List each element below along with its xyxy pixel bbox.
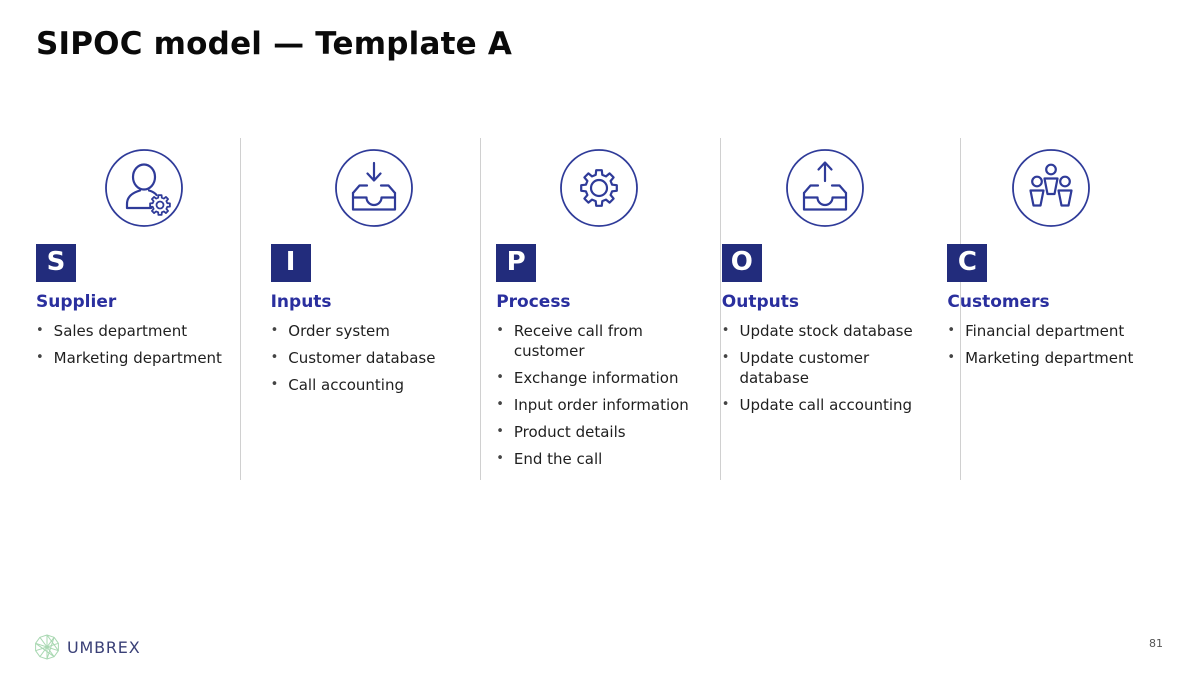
- list-item: • Receive call from customer: [496, 321, 643, 360]
- bullet-dot: •: [496, 396, 504, 412]
- page-number: 81: [1149, 637, 1163, 650]
- list-item: • Input order information: [496, 395, 689, 414]
- umbrex-logo: [34, 633, 140, 661]
- outbox-tray-up-icon: [722, 140, 929, 244]
- list-item: • Order system: [270, 321, 390, 340]
- bullet-dot: •: [947, 322, 956, 338]
- bullet-dot: •: [721, 396, 730, 412]
- list-item: • Update customer database: [721, 348, 870, 387]
- bullet-dot: •: [496, 450, 504, 466]
- column-heading: Outputs: [721, 292, 799, 312]
- bullet-dot: •: [496, 423, 504, 439]
- column-heading: Process: [496, 292, 571, 312]
- gear-icon: [496, 140, 703, 244]
- letter-badge-o: O: [722, 244, 762, 282]
- bullet-dot: •: [496, 369, 504, 385]
- user-gear-icon: [36, 140, 252, 244]
- list-item: • Product details: [496, 422, 626, 441]
- column-heading: Supplier: [36, 292, 117, 312]
- list-item: • Exchange information: [496, 368, 679, 387]
- letter-badge-s: S: [36, 244, 76, 282]
- inbox-tray-down-icon: [271, 140, 478, 244]
- list-item: • Customer database: [270, 348, 436, 367]
- list-item: • Update call accounting: [721, 395, 913, 414]
- bullet-list: [271, 321, 478, 395]
- column-process: [487, 140, 713, 620]
- letter-badge-i: I: [271, 244, 311, 282]
- bullet-dot: •: [947, 349, 956, 365]
- column-supplier: [36, 140, 262, 620]
- bullet-dot: •: [36, 349, 44, 365]
- bullet-dot: •: [496, 322, 504, 338]
- bullet-dot: •: [270, 349, 279, 365]
- page-title: SIPOC model — Template A: [36, 26, 513, 62]
- column-inputs: [262, 140, 488, 620]
- bullet-dot: •: [270, 322, 279, 338]
- logo-wordmark: UMBREX: [67, 637, 141, 657]
- list-item: • Call accounting: [270, 375, 404, 394]
- column-customers: [938, 140, 1164, 620]
- bullet-dot: •: [270, 376, 279, 392]
- list-item: • Marketing department: [947, 348, 1134, 367]
- column-outputs: [713, 140, 939, 620]
- letter-badge-c: C: [947, 244, 987, 282]
- bullet-list: [36, 321, 252, 368]
- bullet-dot: •: [36, 322, 44, 338]
- column-heading: Inputs: [270, 292, 332, 312]
- list-item: • Update stock database: [721, 321, 913, 340]
- list-item: • End the call: [496, 449, 603, 468]
- sipoc-columns: [36, 140, 1164, 620]
- list-item: • Sales department: [36, 321, 188, 340]
- list-item: • Financial department: [947, 321, 1125, 340]
- geodesic-sphere-icon: [34, 634, 60, 660]
- bullet-list: [722, 321, 929, 415]
- letter-badge-p: P: [496, 244, 536, 282]
- bullet-dot: •: [721, 322, 730, 338]
- bullet-dot: •: [721, 349, 730, 365]
- bullet-list: [947, 321, 1154, 368]
- column-heading: Customers: [947, 292, 1050, 312]
- bullet-list: [496, 321, 703, 469]
- list-item: • Marketing department: [36, 348, 222, 367]
- people-group-icon: [947, 140, 1154, 244]
